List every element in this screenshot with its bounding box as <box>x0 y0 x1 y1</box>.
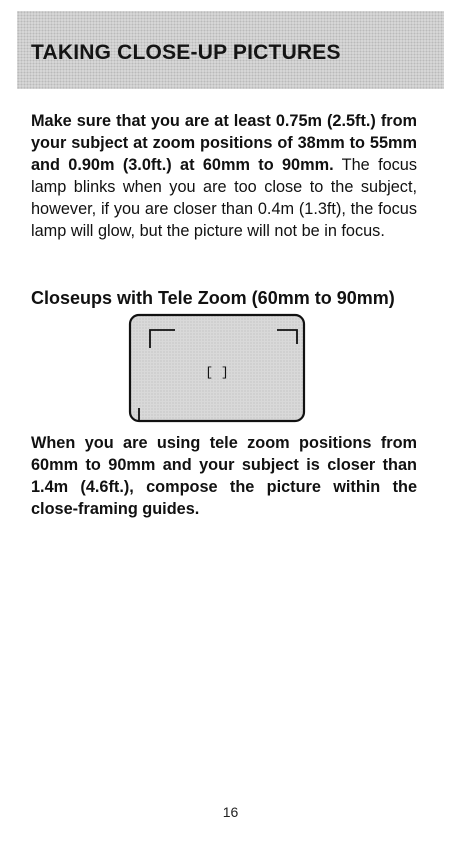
page-title: TAKING CLOSE-UP PICTURES <box>31 41 341 64</box>
intro-paragraph <box>31 110 417 242</box>
page-number: 16 <box>222 804 239 820</box>
section-heading: Closeups with Tele Zoom (60mm to 90mm) <box>31 288 395 308</box>
autofocus-mark: [ ] <box>205 365 229 380</box>
title-banner <box>17 11 444 89</box>
intro-bold-text: Make sure that you are at least 0.75m (2.5ft.) from your subject at zoom positions of 38mm to 55mm and 0.90m (3.0ft.) at 60mm to 90mm. <box>31 112 417 174</box>
closeup-paragraph: When you are using tele zoom positions from 60mm to 90mm and your subject is closer than 1.4m (4.6ft.), compose the picture within the close-framing guides. <box>31 434 417 518</box>
intro-regular-text: The focus lamp blinks when you are too close to the subject, however, if you are closer than 0.4m (1.3ft), the focus lamp will glow, but the picture will not be in focus. <box>31 156 417 240</box>
viewfinder-diagram <box>127 312 307 424</box>
